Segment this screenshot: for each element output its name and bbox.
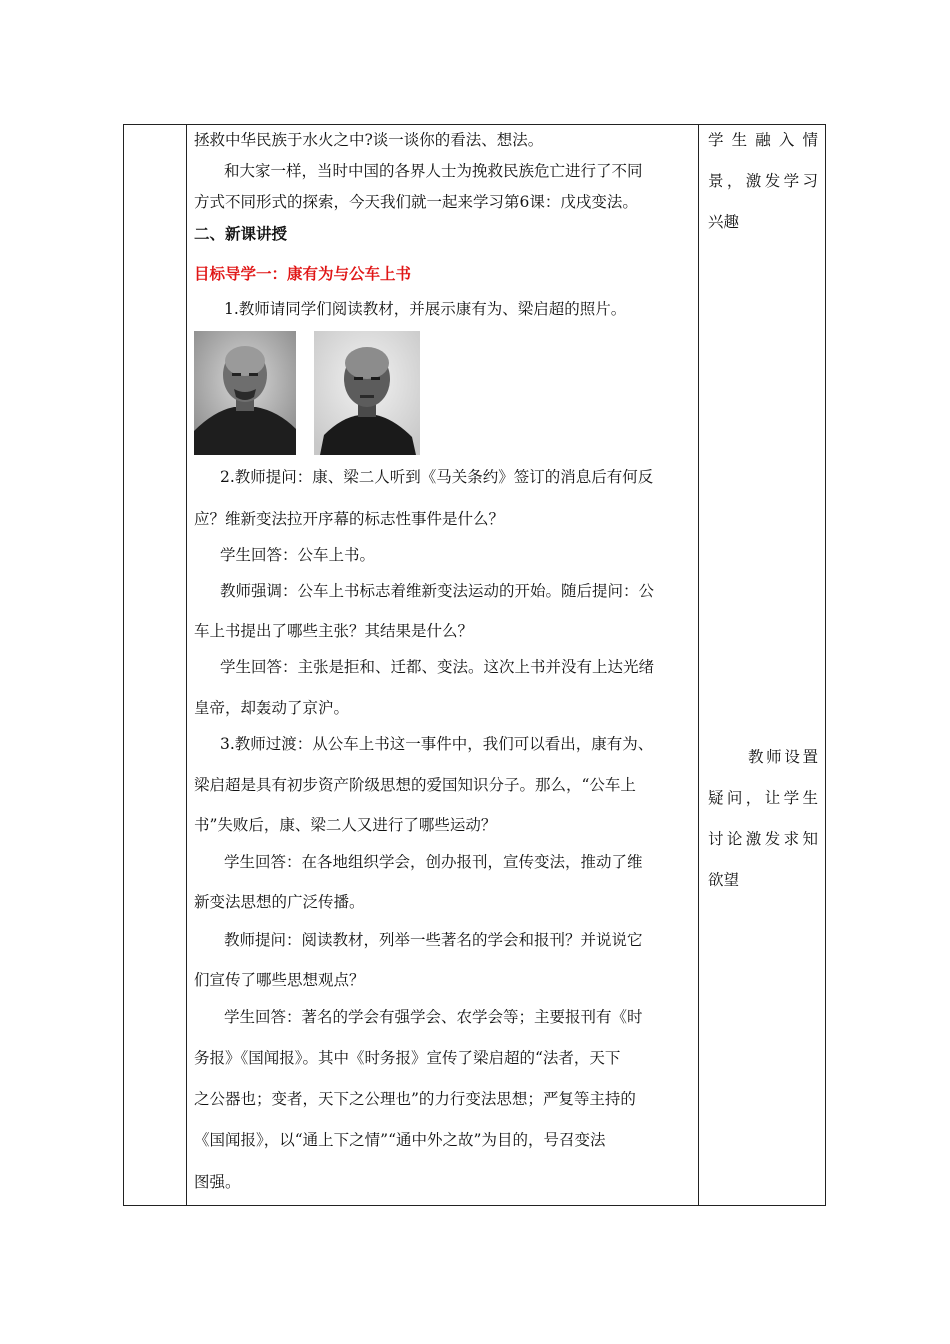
intent-line: 兴趣 xyxy=(708,213,740,231)
content-line: 务报》《国闻报》。其中《时务报》宣传了梁启超的“法者，天下 xyxy=(194,1049,621,1067)
content-line: 学生回答：公车上书。 xyxy=(220,546,376,564)
intent-line: 景，激发学习 xyxy=(708,172,818,190)
content-line: 们宣传了哪些思想观点？ xyxy=(194,971,365,989)
content-line: 新变法思想的广泛传播。 xyxy=(194,893,365,911)
intent-line: 讨论激发求知 xyxy=(708,830,818,848)
content-line: 车上书提出了哪些主张？其结果是什么？ xyxy=(194,622,474,640)
content-line: 2.教师提问：康、梁二人听到《马关条约》签订的消息后有何反 xyxy=(220,468,654,486)
content-line: 教师提问：阅读教材，列举一些著名的学会和报刊？并说说它 xyxy=(224,931,643,949)
content-line: 学生回答：在各地组织学会，创办报刊，宣传变法，推动了维 xyxy=(224,853,643,871)
content-line: 梁启超是具有初步资产阶级思想的爱国知识分子。那么，“公车上 xyxy=(194,776,636,794)
column-divider-left xyxy=(186,125,187,1205)
section-heading: 二、新课讲授 xyxy=(194,225,288,243)
content-line: 学生回答：主张是拒和、迁都、变法。这次上书并没有上达光绪 xyxy=(220,658,655,676)
content-line: 1.教师请同学们阅读教材，并展示康有为、梁启超的照片。 xyxy=(224,300,627,318)
content-line: 《国闻报》，以“通上下之情”“通中外之故”为目的，号召变法 xyxy=(194,1131,606,1149)
content-line: 皇帝，却轰动了京沪。 xyxy=(194,699,350,717)
content-line: 拯救中华民族于水火之中?谈一谈你的看法、想法。 xyxy=(194,131,544,149)
lesson-plan-table xyxy=(123,124,826,1206)
content-line: 方式不同形式的探索，今天我们就一起来学习第6课：戊戌变法。 xyxy=(194,193,638,211)
content-line: 图强。 xyxy=(194,1173,241,1191)
kang-youwei-portrait-photo xyxy=(194,331,296,455)
content-line: 3.教师过渡：从公车上书这一事件中，我们可以看出，康有为、 xyxy=(220,735,654,753)
content-line: 教师强调：公车上书标志着维新变法运动的开始。随后提问：公 xyxy=(220,582,655,600)
content-line: 学生回答：著名的学会有强学会、农学会等；主要报刊有《时 xyxy=(224,1008,643,1026)
content-line: 书”失败后，康、梁二人又进行了哪些运动？ xyxy=(194,816,497,834)
intent-line: 疑问，让学生 xyxy=(708,789,818,807)
content-line: 应？维新变法拉开序幕的标志性事件是什么？ xyxy=(194,510,505,528)
content-line: 和大家一样，当时中国的各界人士为挽救民族危亡进行了不同 xyxy=(224,162,643,180)
content-line: 之公器也；变者，天下之公理也”的力行变法思想；严复等主持的 xyxy=(194,1090,636,1108)
intent-line: 学生融入情 xyxy=(708,131,818,149)
column-divider-right xyxy=(698,125,699,1205)
intent-line: 欲望 xyxy=(708,871,740,889)
intent-line: 教师设置 xyxy=(748,748,818,766)
objective-heading: 目标导学一：康有为与公车上书 xyxy=(194,265,412,283)
liang-qichao-portrait-photo xyxy=(314,331,420,455)
